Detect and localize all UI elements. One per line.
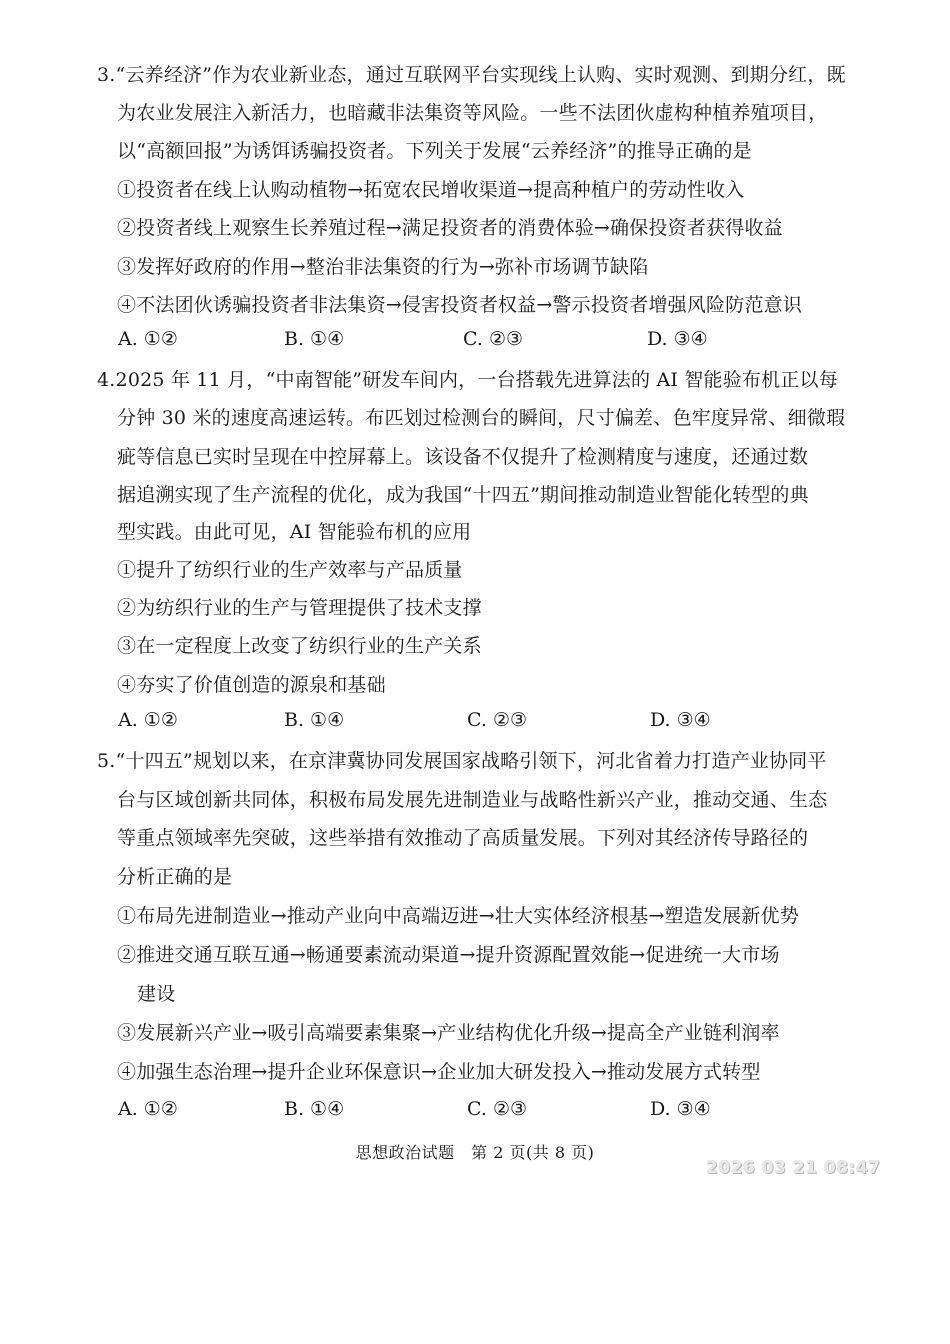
scan-timestamp: 2026 03 21 08:47	[706, 1158, 881, 1178]
option-b: B. ①④	[284, 709, 345, 731]
question-4-line-5: 型实践。由此可见，AI 智能验布机的应用	[117, 521, 472, 543]
question-3-line-2: 为农业发展注入新活力，也暗藏非法集资等风险。一些不法团伙虚构种植养殖项目，	[117, 102, 828, 124]
question-5-line-2: 台与区域创新共同体，积极布局发展先进制造业与战略性新兴产业，推动交通、生态	[117, 789, 828, 811]
option-a: A. ①②	[118, 1098, 178, 1120]
question-4-statement-1: ①提升了纺织行业的生产效率与产品质量	[117, 559, 463, 581]
option-b: B. ①④	[284, 1098, 345, 1120]
question-5-statement-2: ②推进交通互联互通→畅通要素流动渠道→提升资源配置效能→促进统一大市场	[117, 944, 780, 966]
question-4-options	[118, 709, 878, 735]
question-3-line-3: 以“高额回报”为诱饵诱骗投资者。下列关于发展“云养经济”的推导正确的是	[117, 140, 752, 162]
question-4-line-1: 4.2025 年 11 月，“中南智能”研发车间内，一台搭载先进算法的 AI 智能验布机正以每	[97, 369, 838, 391]
option-d: D. ③④	[650, 1098, 711, 1120]
option-d: D. ③④	[647, 328, 708, 350]
option-c: C. ②③	[467, 1098, 528, 1120]
question-3-statement-4: ④不法团伙诱骗投资者非法集资→侵害投资者权益→警示投资者增强风险防范意识	[117, 294, 803, 316]
question-3-statement-2: ②投资者线上观察生长养殖过程→满足投资者的消费体验→确保投资者获得收益	[117, 217, 783, 239]
question-4-statement-4: ④夯实了价值创造的源泉和基础	[117, 674, 386, 696]
question-4-statement-3: ③在一定程度上改变了纺织行业的生产关系	[117, 635, 482, 657]
page-footer: 思想政治试题 第 2 页(共 8 页)	[355, 1143, 595, 1162]
question-4-line-3: 疵等信息已实时呈现在中控屏幕上。该设备不仅提升了检测精度与速度，还通过数	[117, 446, 809, 468]
question-5-statement-1: ①布局先进制造业→推动产业向中高端迈进→壮大实体经济根基→塑造发展新优势	[117, 905, 799, 927]
option-b: B. ①④	[284, 328, 345, 350]
question-4-line-2: 分钟 30 米的速度高速运转。布匹划过检测台的瞬间，尺寸偏差、色牢度异常、细微瑕	[117, 407, 846, 429]
option-c: C. ②③	[467, 709, 528, 731]
question-4-line-4: 据追溯实现了生产流程的优化，成为我国“十四五”期间推动制造业智能化转型的典	[117, 484, 809, 506]
question-5-statement-4: ④加强生态治理→提升企业环保意识→企业加大研发投入→推动发展方式转型	[117, 1061, 761, 1083]
question-5-statement-2-cont: 建设	[137, 983, 176, 1005]
question-3-options	[118, 328, 878, 354]
question-5-statement-3: ③发展新兴产业→吸引高端要素集聚→产业结构优化升级→提高全产业链利润率	[117, 1022, 780, 1044]
question-3-statement-3: ③发挥好政府的作用→整治非法集资的行为→弥补市场调节缺陷	[117, 256, 649, 278]
option-c: C. ②③	[463, 328, 524, 350]
question-4-statement-2: ②为纺织行业的生产与管理提供了技术支撑	[117, 597, 482, 619]
question-5-line-4: 分析正确的是	[117, 866, 233, 888]
question-3-line-1: 3.“云养经济”作为农业新业态，通过互联网平台实现线上认购、实时观测、到期分红，既	[97, 64, 846, 86]
option-a: A. ①②	[118, 709, 178, 731]
question-3-statement-1: ①投资者在线上认购动植物→拓宽农民增收渠道→提高种植户的劳动性收入	[117, 179, 745, 201]
option-d: D. ③④	[650, 709, 711, 731]
question-5-line-3: 等重点领域率先突破，这些举措有效推动了高质量发展。下列对其经济传导路径的	[117, 827, 809, 849]
option-a: A. ①②	[118, 328, 178, 350]
question-5-line-1: 5.“十四五”规划以来，在京津冀协同发展国家战略引领下，河北省着力打造产业协同平	[97, 750, 827, 772]
question-5-options	[118, 1098, 878, 1124]
